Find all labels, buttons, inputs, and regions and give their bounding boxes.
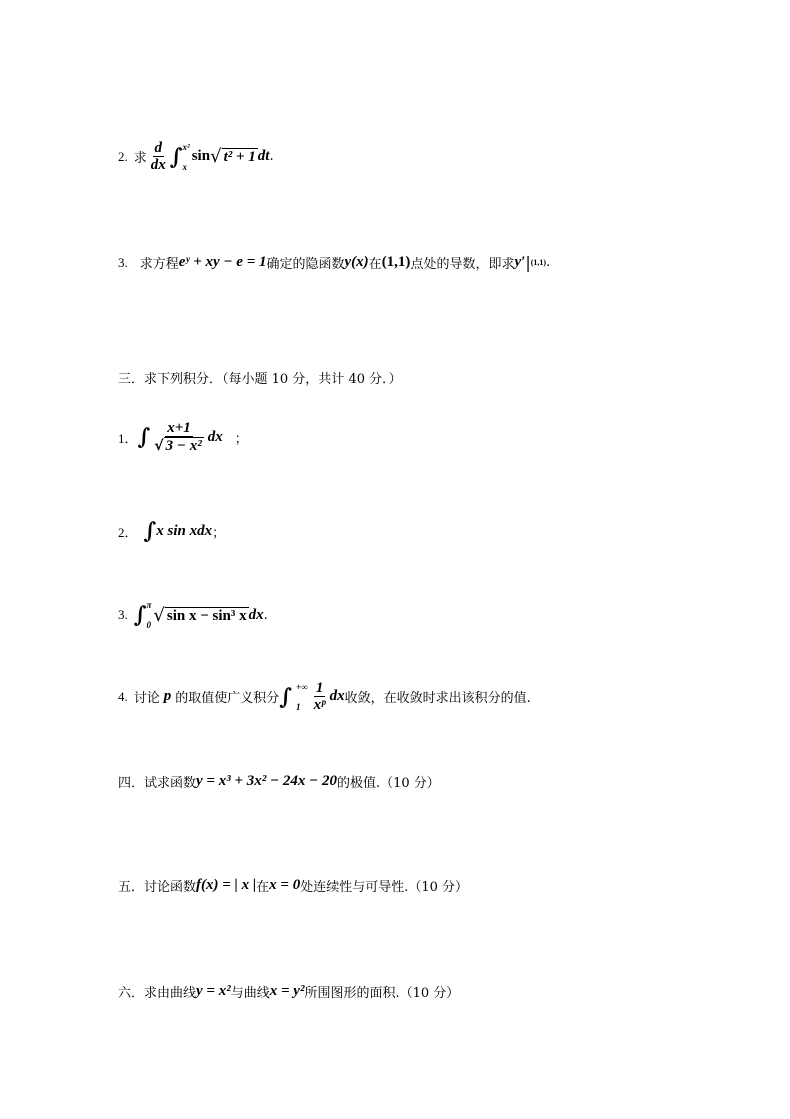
differential: dt bbox=[257, 148, 270, 164]
integrand-fraction bbox=[312, 680, 328, 713]
end-punct: ； bbox=[212, 525, 226, 541]
problem-number: 2． bbox=[118, 524, 138, 540]
integral-sign: ∫ bbox=[169, 143, 183, 170]
upper-limit: +∞ bbox=[296, 681, 308, 692]
problem-2-3: 3. 求方程 eʸ + xy − e = 1 确定的隐函数 y(x) 在 (1,1) 点处的导数，即求 y′ | (1,1) . bbox=[118, 253, 551, 272]
text: 在 bbox=[256, 880, 270, 895]
curve-1: y = x² bbox=[196, 983, 231, 999]
problem-3-4 bbox=[118, 680, 531, 713]
fraction-numerator: 1 bbox=[315, 680, 324, 696]
integrand: x sin xdx bbox=[156, 522, 213, 539]
lower-limit: 0 bbox=[146, 620, 151, 630]
section-heading: 三．求下列积分．（每小题 10 分，共计 40 分．） bbox=[118, 372, 402, 387]
radicand: t² + 1 bbox=[223, 149, 256, 165]
section-6 bbox=[118, 982, 459, 1001]
text: 的取值使广义积分 bbox=[175, 691, 280, 706]
square-root: √ sin x − sin³ x bbox=[153, 604, 247, 626]
text: 讨论 bbox=[133, 691, 160, 706]
problem-number: 3. bbox=[118, 607, 128, 622]
upper-limit: π bbox=[146, 600, 152, 610]
fraction-denominator: xᵖ bbox=[313, 697, 326, 713]
problem-prefix: 求 bbox=[133, 151, 147, 166]
parameter-p: p bbox=[163, 688, 172, 704]
integral-limits bbox=[147, 600, 152, 630]
text: 与曲线 bbox=[230, 986, 270, 1001]
text: 六．求由曲线 bbox=[118, 986, 197, 1001]
integral-limits bbox=[183, 142, 190, 172]
point: (1,1) bbox=[381, 254, 411, 270]
integral-sign: ∫ bbox=[143, 518, 157, 544]
fraction-denominator: √ 3 − x² bbox=[154, 437, 202, 454]
end-punct: . bbox=[546, 255, 551, 270]
text: 的极值.（10 分） bbox=[336, 776, 440, 791]
differential: dx bbox=[329, 688, 345, 704]
square-root: √ t² + 1 bbox=[210, 146, 256, 167]
evaluation-point: (1,1) bbox=[530, 258, 547, 267]
end-punct: . bbox=[263, 607, 268, 623]
problem-number: 2. bbox=[118, 148, 128, 164]
integral-sign: ∫ bbox=[279, 683, 293, 710]
problem-2-2 bbox=[118, 140, 274, 173]
integral-sign: ∫ bbox=[133, 602, 147, 628]
problem-number: 4. bbox=[118, 688, 128, 704]
text: 收敛，在收敛时求出该积分的值. bbox=[344, 691, 531, 706]
differential: dx bbox=[207, 428, 223, 445]
function-expression: f(x) = | x | bbox=[196, 877, 257, 893]
problem-prefix: 求方程 bbox=[139, 257, 179, 272]
point: x = 0 bbox=[269, 877, 301, 893]
section-4 bbox=[118, 772, 440, 791]
section-3-title bbox=[118, 368, 402, 387]
end-punct: . bbox=[269, 149, 274, 164]
fraction-denominator: dx bbox=[150, 157, 166, 173]
derivative-fraction bbox=[149, 140, 168, 173]
fraction-numerator: x+1 bbox=[167, 420, 191, 436]
radicand: sin x − sin³ x bbox=[166, 607, 247, 624]
text: 在 bbox=[368, 257, 382, 272]
text: 确定的隐函数 bbox=[266, 257, 345, 272]
curve-2: x = y² bbox=[269, 983, 305, 999]
problem-3-1 bbox=[118, 420, 248, 454]
differential: dx bbox=[248, 606, 264, 623]
problem-3-3 bbox=[118, 600, 268, 630]
equation: eʸ + xy − e = 1 bbox=[178, 254, 267, 270]
integral-sign: ∫ bbox=[137, 424, 151, 450]
problem-3-2 bbox=[118, 520, 225, 542]
problem-number: 3. bbox=[118, 254, 128, 270]
function-expression: y = x³ + 3x² − 24x − 20 bbox=[196, 773, 337, 789]
text: 处连续性与可导性.（10 分） bbox=[300, 880, 469, 895]
implicit-function: y(x) bbox=[344, 254, 369, 270]
radicand: 3 − x² bbox=[165, 438, 202, 454]
derivative-symbol: y′ bbox=[514, 254, 526, 270]
text: 五．讨论函数 bbox=[118, 880, 197, 895]
lower-limit: x bbox=[182, 161, 188, 172]
integral-limits bbox=[296, 682, 308, 712]
upper-limit: x² bbox=[182, 141, 190, 152]
text: 四．试求函数 bbox=[118, 776, 197, 791]
integrand-fraction bbox=[152, 420, 205, 454]
end-punct: ； bbox=[234, 431, 248, 447]
text: 点处的导数，即求 bbox=[410, 257, 515, 272]
text: 所围图形的面积.（10 分） bbox=[304, 986, 460, 1001]
fraction-numerator: d bbox=[154, 140, 163, 156]
function-name: sin bbox=[191, 148, 211, 164]
lower-limit: 1 bbox=[296, 701, 301, 712]
problem-number: 1． bbox=[118, 430, 138, 446]
section-5 bbox=[118, 876, 468, 895]
